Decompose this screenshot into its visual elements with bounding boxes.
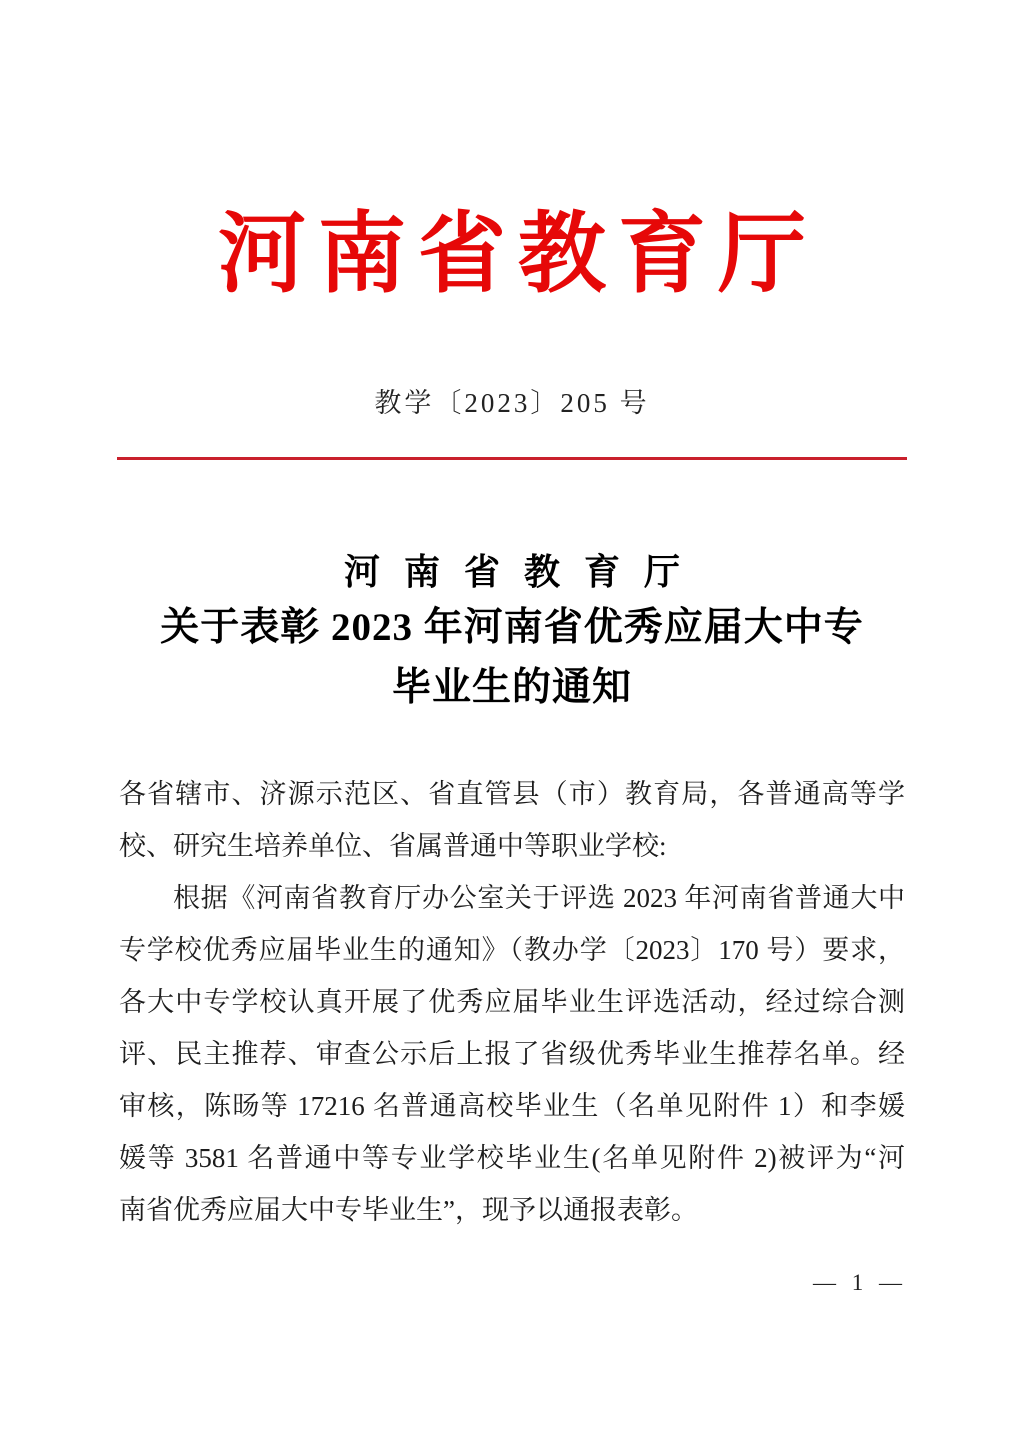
body-text-line: 评、民主推荐、审查公示后上报了省级优秀毕业生推荐名单。经 — [119, 1039, 905, 1070]
body-text-line: 校、研究生培养单位、省属普通中等职业学校: — [119, 831, 667, 862]
document-body — [119, 768, 905, 1236]
body-text-line: 专学校优秀应届毕业生的通知》（教办学〔2023〕170 号）要求， — [119, 935, 905, 966]
body-text-line: 审核，陈旸等 17216 名普通高校毕业生（名单见附件 1）和李媛 — [119, 1091, 905, 1122]
body-text-line: 媛等 3581 名普通中等专业学校毕业生(名单见附件 2)被评为“河 — [119, 1143, 905, 1174]
notice-title-line-1: 河南省教育厅 — [343, 552, 704, 593]
notice-title-line-2: 关于表彰 2023 年河南省优秀应届大中专 — [160, 606, 864, 650]
page-number: — 1 — — [813, 1270, 907, 1295]
agency-name-heading: 河南省教育厅 — [217, 207, 818, 304]
body-text-line: 南省优秀应届大中专毕业生”，现予以通报表彰。 — [119, 1195, 698, 1226]
body-text-line: 各省辖市、济源示范区、省直管县（市）教育局，各普通高等学 — [119, 779, 905, 810]
red-divider-line — [117, 457, 907, 460]
body-text-line: 根据《河南省教育厅办公室关于评选 2023 年河南省普通大中 — [173, 883, 905, 914]
doc-number: 教学〔2023〕205 号 — [374, 388, 650, 418]
notice-title — [0, 546, 1024, 718]
body-text-line: 各大中专学校认真开展了优秀应届毕业生评选活动，经过综合测 — [119, 987, 905, 1018]
notice-title-line-3: 毕业生的通知 — [391, 666, 632, 710]
